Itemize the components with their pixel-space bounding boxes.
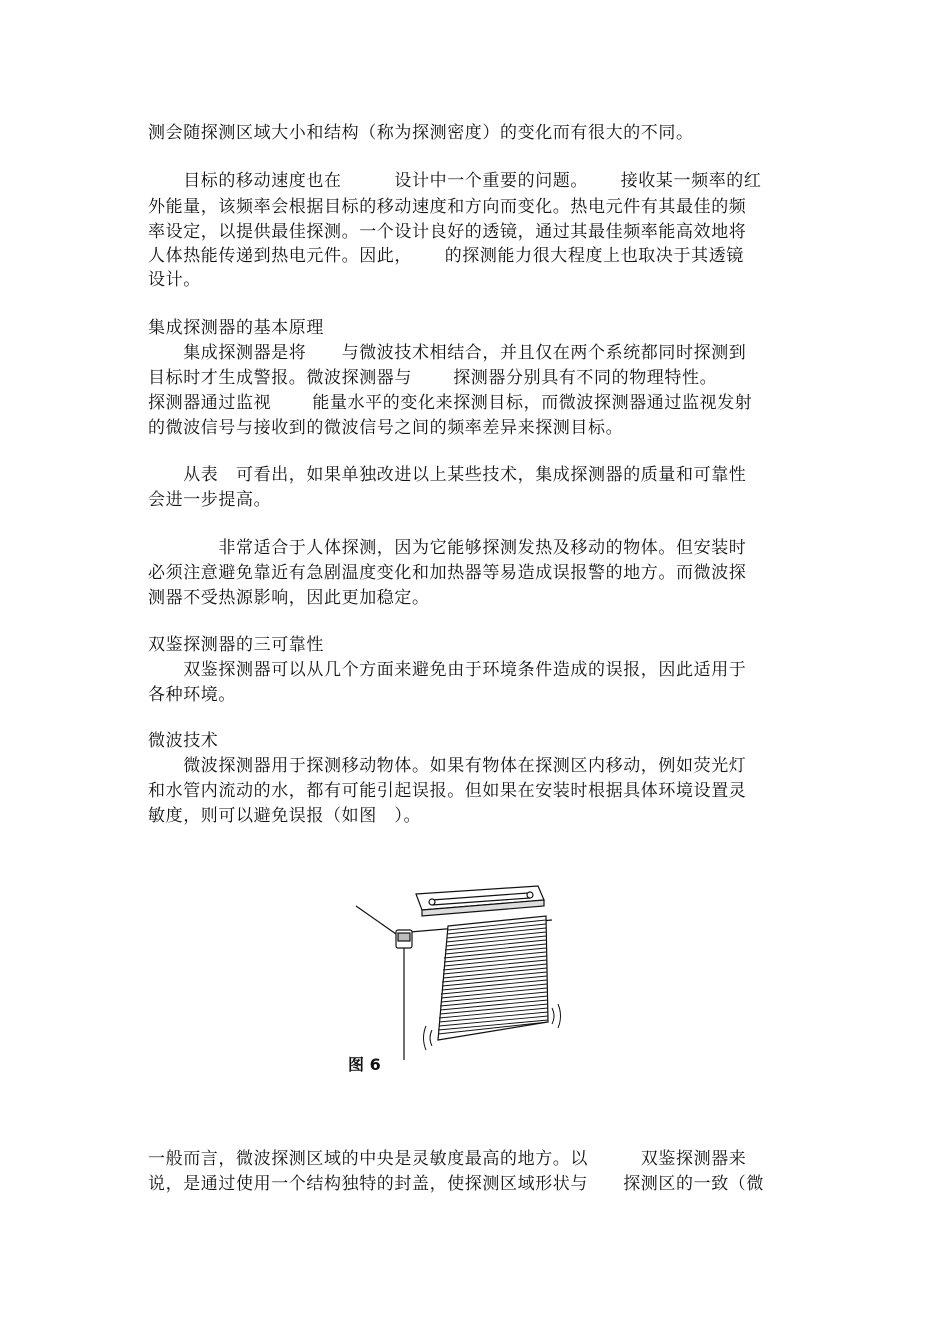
- text-line: 各种环境。: [148, 685, 236, 705]
- text-line: 的微波信号与接收到的微波信号之间的频率差异来探测目标。: [148, 418, 624, 438]
- figure-illustration: [352, 880, 582, 1080]
- text-line: 必须注意避免靠近有急剧温度变化和加热器等易造成误报警的地方。而微波探: [148, 563, 747, 583]
- text-line: 外能量，该频率会根据目标的移动速度和方向而变化。热电元件有其最佳的频: [148, 197, 747, 217]
- section-heading: 微波技术: [148, 731, 219, 751]
- text-line: 敏度，则可以避免误报（如图 ）。: [148, 806, 422, 826]
- text-line: 非常适合于人体探测，因为它能够探测发热及移动的物体。但安装时: [148, 538, 747, 558]
- figure-caption: 图 6: [348, 1055, 381, 1074]
- text-line: 和水管内流动的水，都有可能引起误报。但如果在安装时根据具体环境设置灵: [148, 781, 747, 801]
- text-line: 一般而言，微波探测区域的中央是灵敏度最高的地方。以 双鉴探测器来: [148, 1149, 747, 1169]
- text-line: 集成探测器是将 与微波技术相结合，并且仅在两个系统都同时探测到: [148, 343, 747, 363]
- ceiling-line: [356, 906, 396, 934]
- text-line: 会进一步提高。: [148, 490, 272, 510]
- text-line: 双鉴探测器可以从几个方面来避免由于环境条件造成的误报，因此适用于: [148, 660, 747, 680]
- text-line: 设计。: [148, 270, 201, 290]
- fluorescent-light: [416, 886, 544, 916]
- text-line: 探测器通过监视 能量水平的变化来探测目标，而微波探测器通过监视发射: [148, 393, 753, 413]
- text-line: 微波探测器用于探测移动物体。如果有物体在探测区内移动，例如荧光灯: [148, 756, 747, 776]
- text-line: 从表 可看出，如果单独改进以上某些技术，集成探测器的质量和可靠性: [148, 465, 747, 485]
- text-line: 目标时才生成警报。微波探测器与 探测器分别具有不同的物理特性。: [148, 368, 718, 388]
- text-line: 人体热能传递到热电元件。因此， 的探测能力很大程度上也取决于其透镜: [148, 246, 744, 266]
- text-line: 说，是通过使用一个结构独特的封盖，使探测区域形状与 探测区的一致（微: [148, 1174, 764, 1194]
- text-line: 目标的移动速度也在 设计中一个重要的问题。 接收某一频率的红: [148, 171, 762, 191]
- text-line: 测器不受热源影响，因此更加稳定。: [148, 588, 430, 608]
- text-line: 率设定，以提供最佳探测。一个设计良好的透镜，通过其最佳频率能高效地将: [148, 222, 747, 242]
- section-heading: 双鉴探测器的三可靠性: [148, 635, 324, 655]
- text-line: 测会随探测区域大小和结构（称为探测密度）的变化而有很大的不同。: [148, 123, 694, 143]
- section-heading: 集成探测器的基本原理: [148, 318, 324, 338]
- detector-device: [396, 930, 412, 1060]
